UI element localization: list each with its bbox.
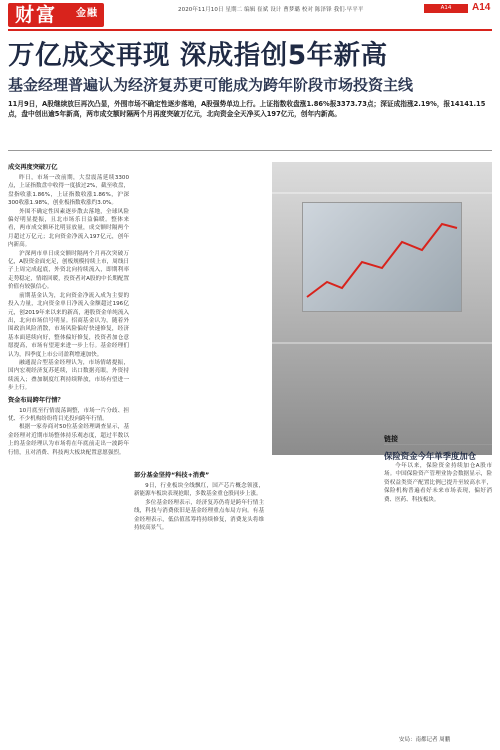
newspaper-logo (8, 3, 104, 27)
article-column-2 (134, 470, 264, 532)
logo-sub-text: 金融 (76, 8, 98, 19)
section-heading-1: 成交再度突破万亿 (8, 164, 58, 171)
paragraph: 外围不确定性因素逐步散去落地，全球风险偏好明显提振，且北市场乐日益偏暖。整体来看，两市成交额环比明显放量，成交额时隔两个月超过万亿元；北向资金净流入197亿元，创年内新高。 (8, 208, 129, 249)
paragraph: 根据一家券商对50位基金经理调查显示，基金经理对近期市场整体持乐观态度，超过半数以上的基金经理认为市场将在年底前走出一波跨年行情，且对消费、科技两大板块配置意愿强烈。 (8, 424, 129, 456)
sidebar-link-label: 链接 (384, 435, 398, 443)
photo-credit: 安局：南都记者 周鹏 (399, 737, 451, 743)
logo-main-text: 财富 (15, 4, 58, 26)
lead-divider (8, 150, 492, 151)
photo-highlight (272, 342, 492, 344)
sidebar-title: 保险资金今年单季度加仓 (384, 451, 477, 461)
sidebar-column (384, 462, 492, 504)
sidebar-rule (384, 444, 492, 445)
headline: 万亿成交再现 深成指创5年新高 (8, 40, 388, 71)
article-column-1 (8, 162, 129, 457)
paragraph: 9日，行业板块全线飘红，国产芯片概念领涨，新能源车板块表现抢眼，多数基金重仓股同步上涨。 (134, 483, 264, 498)
edition-meta: 2020年11月10日 星期二 编辑 崔斌 设计 曹梦璐 校对 陈泽锋 我们·早平平 (178, 7, 364, 13)
paragraph: 多位基金经理表示，经济复苏仍将是跨年行情主线，科技与消费依旧是基金经理重点布局方向。有基金经理表示，低估值蓝筹将持续修复，消费龙头将维持较高景气。 (134, 499, 264, 532)
paragraph: 沪深两市单日成交额时隔两个月再次突破万亿，A股资金面充足，创板规模持续上市，周线日子上周完成起底，外资北向持续流入，即期利率走势稳定，情绪回暖，投资者对A股的中长期配置价值有较强信心。 (8, 250, 129, 291)
section-heading-2: 资金布局跨年行情？ (8, 396, 64, 404)
subheadline: 基金经理普遍认为经济复苏更可能成为跨年阶段市场投资主线 (8, 76, 414, 94)
page-number: A14 (472, 2, 491, 13)
masthead-rule (8, 29, 492, 31)
paragraph: 前期基金认为，北向资金净流入成为主要的投入力量，北向资金单日净流入金额超过196亿元，创2019年来以来的新高，港股资金单纯流入出，北向市场信号明显。招商基金认为，随着外围政治风险消散，市场风险偏好快速修复，经济基本面延续向好，整体偏好修复，投资者加仓意愿提高，市场有望迎来进一步上行。基金经理们认为，四季度上市公司盈利增速加快。 (8, 292, 129, 358)
section-heading-3: 部分基金坚持“科技+消费” (134, 472, 210, 479)
photo-highlight (272, 192, 492, 194)
paragraph: 昨日，市场一改前期，大盘震荡延续3300点，上证指数盘中收得一度拔过2%，截至收盘，盘指收涨1.86%，上证指数收涨1.86%，沪深300收涨1.98%，创业板指数收涨约3.0%。 (8, 175, 129, 207)
paragraph: 今年以来，保险资金持续加仓A股市场。中国保险资产管理业协会数据显示，险资权益类资产配置比例已提升至较高水平，保险机构普遍看好未来市场表现，偏好消费、医药、科技板块。 (384, 463, 492, 503)
photo-stock-line-icon (302, 202, 462, 312)
masthead (0, 0, 500, 30)
paragraph: 10月底至行情震荡调整，市场一片分歧、担忧、不少机构纷纷将目光投向跨年行情。 (8, 407, 129, 422)
paragraph: 融通混合型基金经理认为，市场情绪提振，国内宏观经济复苏延续，出口数据亮眼，外资持续流入；叠加制度红利持续释放，市场有望进一步上行。 (8, 359, 129, 392)
article-photo (272, 162, 492, 455)
lead-paragraph: 11月9日，A股继续放巨再次凸显，外围市场不确定性逐步落地，A股强势单边上行。上证指数收盘涨1.86%报3373.73点；深证成指涨2.19%，报14141.15点，盘中创出逾5年新高，两市成交额时隔两个月再度突破万亿元，北向资金全天净买入197亿元，创年内新高。 (8, 100, 486, 118)
edition-badge: A14 (424, 4, 468, 13)
